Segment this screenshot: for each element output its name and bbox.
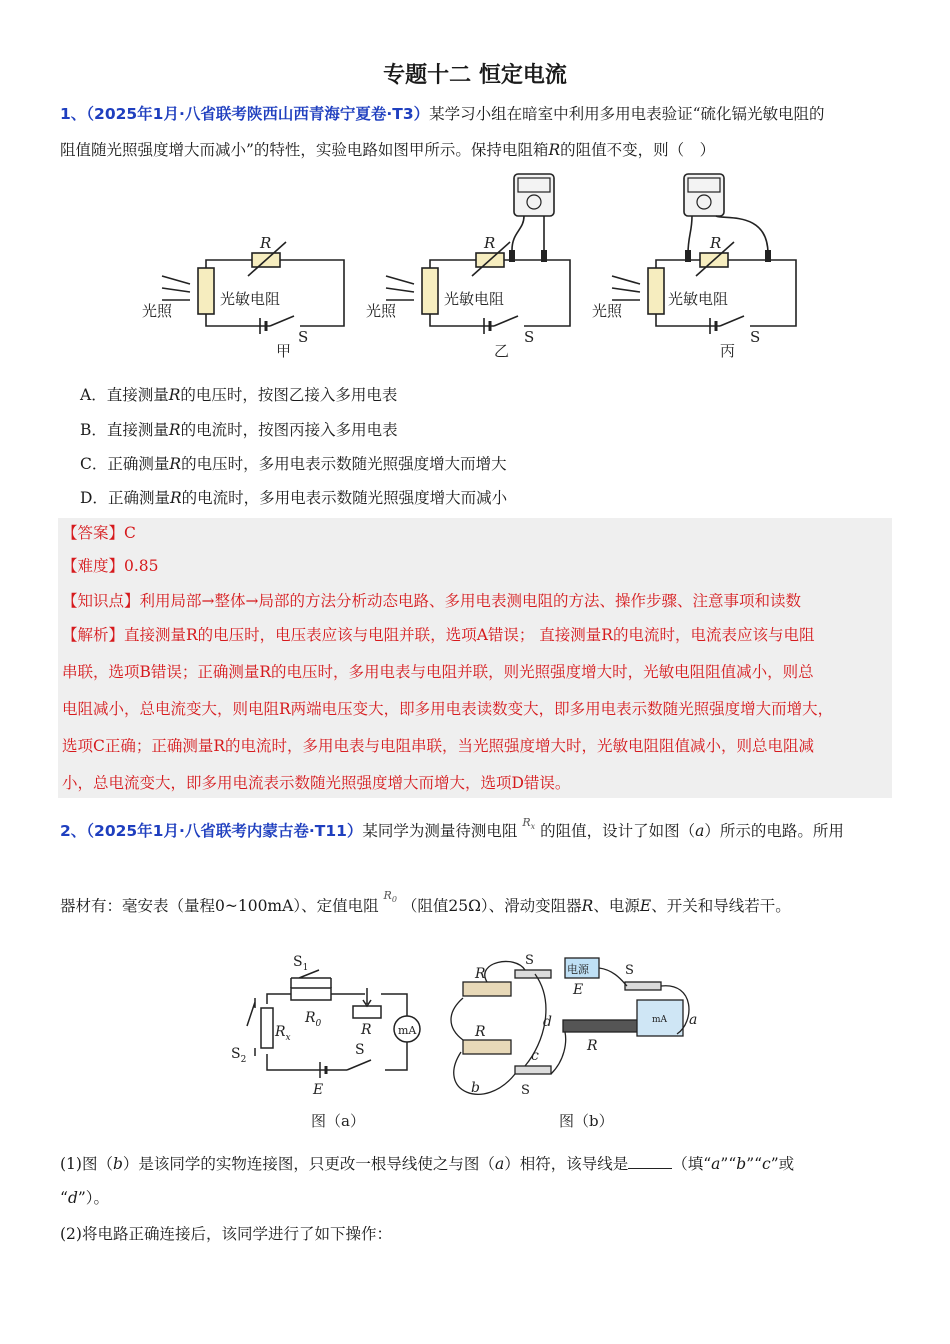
q2-rx-symbol (522, 816, 536, 832)
q2-stem-text-a: 某同学为测量待测电阻 (362, 822, 518, 840)
q1-number: 1、 (60, 105, 87, 123)
q1-analysis-line4: 选项C正确；正确测量R的电流时，多用电表与电阻串联，当光照强度增大时，光敏电阻阻值减小，则总电阻减 (62, 737, 815, 755)
q2-fig-b-s1: S (521, 1083, 530, 1098)
q1-fig-r-label-jia: R (260, 234, 272, 252)
q1-stem-text2a: 阻值随光照强度增大而减小”的特性，实验电路如图甲所示。保持电阻箱 (60, 141, 549, 159)
sub1-text-f: ”“ (720, 1155, 737, 1173)
sub2-text: 将电路正确连接后，该同学进行了如下操作： (81, 1225, 392, 1243)
option-post: 的电流时，按图丙接入多用电表 (180, 421, 398, 439)
knowledge-label: 【知识点】 (62, 592, 140, 610)
q1-source: （2025年1月·八省联考陕西山西青海宁夏卷·T3） (86, 105, 430, 123)
q1-fig-ldr-label-jia: 光敏电阻 (220, 290, 281, 308)
rx-symbol: R (275, 1024, 286, 1040)
analysis-text: 直接测量R的电压时，电压表应该与电阻并联，选项A错误； 直接测量R的电流时，电流表应该与电阻 (124, 626, 815, 644)
q1-fig-ldr-label-yi: 光敏电阻 (444, 290, 505, 308)
option-letter: B． (80, 421, 107, 439)
q1-analysis-line3: 电阻减小，总电流变大，则电阻R两端电压变大，即多用电表读数变大，即多用电表示数随光照强度增大而增大， (62, 700, 834, 718)
q2-sub1-line1 (60, 1146, 890, 1182)
q2-fig-b-r0: R (475, 1024, 486, 1040)
sub1-text-c: ）是该同学的实物连接图，只更改一根导线使之与图（ (122, 1155, 495, 1173)
q2-fig-power-label: 电源 (567, 963, 589, 976)
q2-line2-r: R (581, 897, 594, 915)
r0-symbol: R (305, 1010, 316, 1026)
q2-stem-line2 (60, 888, 890, 930)
q2-stem-text-b: 的阻值，设计了如图（ (540, 822, 696, 840)
choice-a: a (711, 1155, 721, 1173)
q2-fig-ma: mA (398, 1024, 417, 1037)
option-letter: D． (80, 489, 108, 507)
option-pre: 正确测量 (107, 455, 170, 473)
q2-fig-b-s2: S (525, 953, 534, 968)
q1-stem-text1: 某学习小组在暗室中利用多用电表验证“硫化镉光敏电阻的 (429, 105, 825, 123)
q2-circuit-figure (225, 942, 725, 1134)
r0-r: R (383, 889, 392, 902)
q2-line2-b: （阻值25Ω）、滑动变阻器 (401, 897, 582, 915)
q1-fig-ldr-label-bing: 光敏电阻 (668, 290, 729, 308)
q1-fig-r-label-yi: R (484, 234, 496, 252)
sub1-answer-blank[interactable] (628, 1154, 672, 1169)
q2-fig-wire-b: b (471, 1080, 480, 1096)
q2-line2-e: E (639, 897, 652, 915)
q2-caption-b: 图（b） (559, 1112, 614, 1130)
q1-analysis-line1 (62, 617, 890, 654)
page-title: 专题十二 恒定电流 (383, 63, 567, 88)
q2-fig-b-s: S (625, 963, 634, 978)
sub1-number: (1) (60, 1155, 82, 1173)
q2-fig-b-e: E (573, 982, 584, 998)
q1-stem-r: R (548, 141, 561, 159)
s2-sub: 2 (240, 1055, 247, 1065)
option-var: R (168, 386, 181, 404)
q1-analysis-line5: 小，总电流变大，即多用电流表示数随光照强度增大而增大，选项D错误。 (62, 774, 571, 792)
option-pre: 直接测量 (106, 386, 169, 404)
sub1-b-letter: b (112, 1155, 123, 1173)
rx-r: R (522, 816, 531, 829)
q2-sub1-line2 (60, 1180, 890, 1216)
q2-fig-b-rx: R (475, 966, 486, 982)
difficulty-label: 【难度】 (62, 557, 125, 575)
q1-fig-s-label-jia: S (298, 328, 309, 346)
option-var: R (169, 455, 182, 473)
q1-option-a[interactable] (80, 383, 397, 407)
answer-value: C (124, 524, 136, 542)
option-pre: 正确测量 (107, 489, 170, 507)
option-post: 的电流时，多用电表示数随光照强度增大而减小 (181, 489, 508, 507)
q2-sub2 (60, 1216, 890, 1252)
q1-answer (62, 515, 890, 552)
q1-circuit-figure (140, 170, 820, 365)
option-post: 的电压时，按图乙接入多用电表 (180, 386, 398, 404)
option-letter: A． (80, 386, 107, 404)
q2-line2-d: 、开关和导线若干。 (651, 897, 791, 915)
q2-line2-a: 器材有：毫安表（量程0~100mA）、定值电阻 (60, 897, 379, 915)
q2-r0-symbol (383, 889, 397, 905)
q1-analysis-line2: 串联，选项B错误；正确测量R的电压时，多用电表与电阻并联，则光照强度增大时，光敏电阻阻值减小，则总 (62, 663, 814, 681)
r0-sub: 0 (391, 895, 397, 905)
option-post: 的电压时，多用电表示数随光照强度增大而增大 (181, 455, 507, 473)
sub1-text-a: 图（ (81, 1155, 113, 1173)
q1-option-d[interactable] (80, 486, 507, 510)
q1-fig-light-label-yi: 光照 (366, 302, 397, 320)
q2-fig-a-letter: a (695, 822, 705, 840)
q2-fig-r0 (304, 1010, 322, 1029)
s1-symbol: S (293, 954, 303, 970)
sub1-text-h: ”或 (770, 1155, 795, 1173)
q1-fig-caption-yi: 乙 (494, 342, 510, 360)
difficulty-value: 0.85 (124, 557, 159, 575)
sub1-text-e: （填“ (672, 1155, 712, 1173)
s2-symbol: S (231, 1046, 241, 1062)
answer-label: 【答案】 (62, 524, 125, 542)
choice-c: c (762, 1155, 771, 1173)
q2-fig-rx (274, 1024, 291, 1043)
q1-fig-s-label-yi: S (524, 328, 535, 346)
analysis-label: 【解析】 (62, 626, 125, 644)
sub2-number: (2) (60, 1225, 82, 1243)
q2-fig-b-r: R (587, 1038, 598, 1054)
sub1-a-letter: a (494, 1155, 505, 1173)
q2-fig-s1 (293, 954, 308, 973)
sub1-line2-b: ”）。 (77, 1189, 110, 1207)
sub1-line2-a: “ (60, 1189, 68, 1207)
q2-fig-b-ma: mA (652, 1015, 668, 1025)
q1-knowledge (62, 583, 890, 620)
q2-source: （2025年1月·八省联考内蒙古卷·T11） (86, 822, 363, 840)
q2-line2-c: 、电源 (593, 897, 640, 915)
q2-stem-line1 (60, 813, 890, 855)
q2-fig-s: S (355, 1042, 365, 1058)
s1-sub: 1 (302, 963, 309, 973)
q2-fig-wire-c: c (531, 1048, 539, 1064)
q1-fig-s-label-bing: S (750, 328, 761, 346)
q1-fig-caption-bing: 丙 (720, 342, 736, 360)
q1-option-c[interactable] (80, 452, 507, 476)
q1-fig-r-label-bing: R (710, 234, 722, 252)
r0-sub-fig: 0 (315, 1019, 322, 1029)
choice-d: d (67, 1189, 78, 1207)
q1-difficulty (62, 548, 890, 585)
option-pre: 直接测量 (106, 421, 169, 439)
sub1-text-g: ”“ (746, 1155, 763, 1173)
q1-stem-line2 (60, 132, 890, 168)
option-letter: C． (80, 455, 108, 473)
q2-fig-wire-d: d (543, 1014, 552, 1030)
choice-b: b (736, 1155, 747, 1173)
q2-fig-wire-a: a (689, 1012, 698, 1028)
q2-fig-r: R (361, 1022, 372, 1038)
q2-stem-text-c: ）所示的电路。所用 (704, 822, 844, 840)
q2-number: 2、 (60, 822, 87, 840)
q2-fig-e: E (313, 1082, 324, 1098)
sub1-text-d: ）相符，该导线是 (504, 1155, 629, 1173)
rx-sub: x (530, 822, 536, 832)
q1-stem-text2b: 的阻值不变，则（ ） (560, 141, 716, 159)
q1-fig-light-label-jia: 光照 (142, 302, 173, 320)
rx-sub-fig: x (285, 1033, 291, 1043)
q1-fig-caption-jia: 甲 (276, 342, 292, 360)
q1-fig-light-label-bing: 光照 (592, 302, 623, 320)
q2-caption-a: 图（a） (311, 1112, 365, 1130)
q1-stem-line1 (60, 96, 890, 132)
knowledge-value: 利用局部→整体→局部的方法分析动态电路、多用电表测电阻的方法、操作步骤、注意事项和读数 (139, 592, 801, 610)
q1-option-b[interactable] (80, 418, 398, 442)
option-var: R (169, 489, 182, 507)
option-var: R (168, 421, 181, 439)
q2-fig-s2 (231, 1046, 246, 1065)
